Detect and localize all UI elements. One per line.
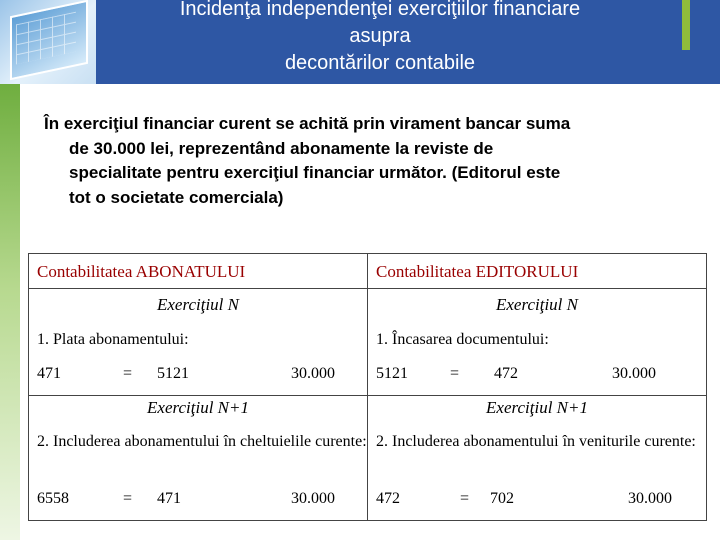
paragraph-line: În exerciţiul financiar curent se achită prin virament bancar suma <box>44 114 571 133</box>
subscriber-header: Contabilitatea ABONATULUI <box>29 254 368 289</box>
step-label: 1. Plata abonamentului: <box>37 331 189 348</box>
debit-account: 471 <box>37 365 61 382</box>
title-line: decontărilor contabile <box>284 52 476 74</box>
period-label: Exerciţiul N <box>157 295 239 314</box>
accent-bar <box>682 0 690 50</box>
debit-account: 5121 <box>376 365 408 382</box>
title-line: Incidenţa independenţei exerciţiilor financiare <box>179 0 581 20</box>
journal-entry <box>368 361 706 395</box>
period-label: Exerciţiul N+1 <box>147 398 249 417</box>
equals-sign: = <box>450 365 460 382</box>
left-decoration-strip <box>0 84 20 540</box>
publisher-year-n1 <box>368 396 707 521</box>
publisher-header: Contabilitatea EDITORULUI <box>368 254 707 289</box>
computer-logo-icon <box>0 0 96 84</box>
journal-entry <box>29 486 367 520</box>
step-label: 2. Includerea abonamentului în cheltuielile curente: <box>37 433 367 450</box>
paragraph-line: tot o societate comerciala) <box>69 187 284 207</box>
debit-account: 472 <box>376 490 400 507</box>
amount: 30.000 <box>291 365 335 382</box>
subscriber-year-n1 <box>29 396 368 521</box>
publisher-year-n <box>368 289 707 396</box>
equals-sign: = <box>460 490 470 507</box>
step-label: 1. Încasarea documentului: <box>376 331 549 348</box>
period-label: Exerciţiul N <box>496 295 578 314</box>
amount: 30.000 <box>612 365 656 382</box>
paragraph-line: specialitate pentru exerciţiul financiar următor. (Editorul este <box>69 163 561 182</box>
amount: 30.000 <box>291 490 335 507</box>
subscriber-year-n <box>29 289 368 396</box>
title-line: asupra <box>349 25 411 47</box>
accounting-table <box>28 253 707 521</box>
step-label: 2. Includerea abonamentului în veniturile curente: <box>376 433 696 450</box>
period-label: Exerciţiul N+1 <box>486 398 588 417</box>
credit-account: 472 <box>494 365 518 382</box>
credit-account: 471 <box>157 490 181 507</box>
equals-sign: = <box>123 490 133 507</box>
credit-account: 5121 <box>157 365 189 382</box>
problem-statement <box>44 112 684 210</box>
debit-account: 6558 <box>37 490 69 507</box>
slide-title <box>100 0 660 77</box>
equals-sign: = <box>123 365 133 382</box>
credit-account: 702 <box>490 490 514 507</box>
amount: 30.000 <box>628 490 672 507</box>
paragraph-line: de 30.000 lei, reprezentând abonamente la reviste de <box>69 138 494 158</box>
journal-entry <box>29 361 367 395</box>
journal-entry <box>368 486 706 520</box>
